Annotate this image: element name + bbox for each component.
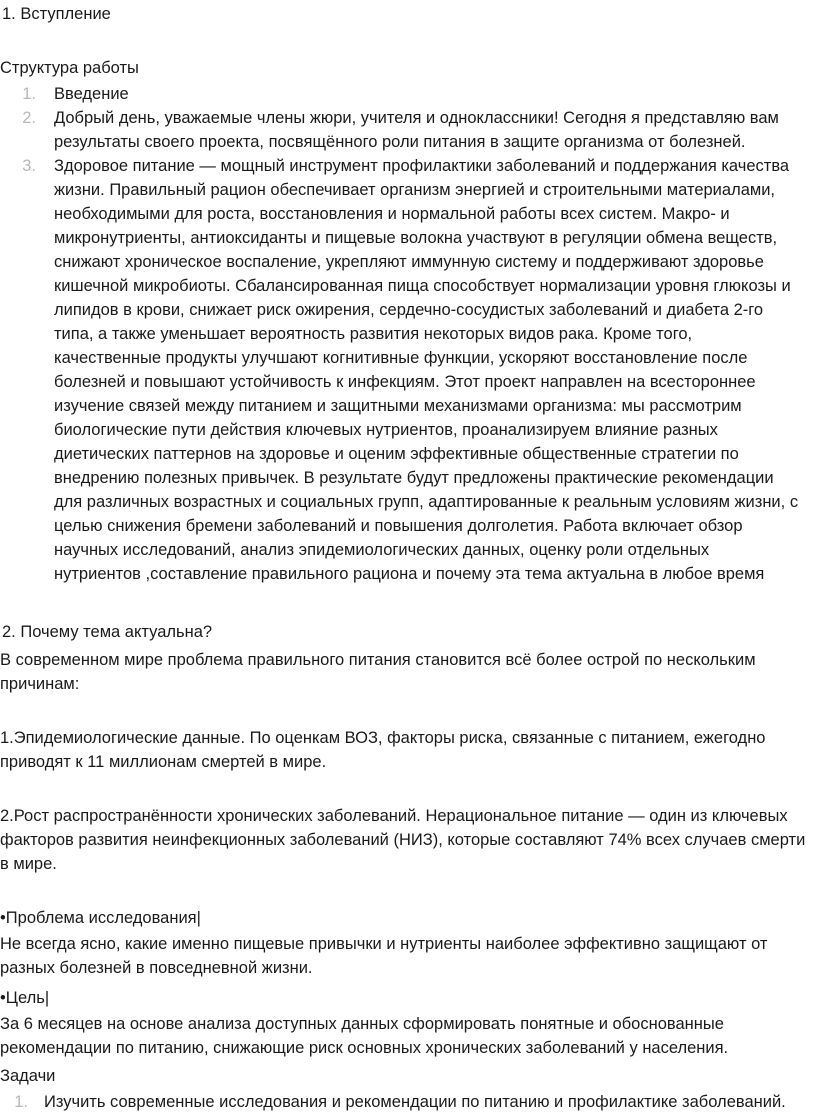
list-number: 1. [14, 1093, 28, 1111]
section2-intro: В современном мире проблема правильного питания становится всё более острой по нескольким причинам: [0, 651, 756, 693]
list-number: 3. [22, 157, 36, 175]
tasks-heading: Задачи [0, 1067, 56, 1085]
list-number: 2. [22, 109, 36, 127]
list-item-text: Введение [54, 85, 129, 103]
problem-text: Не всегда ясно, какие именно пищевые привычки и нутриенты наиболее эффективно защищают от разных болезней в повседневной жизни. [0, 935, 768, 977]
problem-heading: •Проблема исследования| [0, 909, 201, 927]
goal-heading: •Цель| [0, 989, 50, 1007]
goal-text: За 6 месяцев на основе анализа доступных данных сформировать понятные и обоснованные рекомендации по питанию, снижающие риск основных хронических заболеваний у населения. [0, 1015, 729, 1057]
reason-2: 2.Рост распространённости хронических заболеваний. Нерациональное питание — один из ключевых факторов развития неинфекционных заболеваний (НИЗ), которые составляют 74% всех случаев смерти в мире. [0, 807, 806, 873]
structure-heading: Структура работы [0, 59, 139, 77]
list-item-text: Добрый день, уважаемые члены жюри, учителя и одноклассники! Сегодня я представляю вам результаты своего проекта, посвящённого роли питания в защите организма от болезней. [54, 109, 779, 151]
reason-1: 1.Эпидемиологические данные. По оценкам ВОЗ, факторы риска, связанные с питанием, ежегодно приводят к 11 миллионам смертей в мире. [0, 729, 766, 771]
section2-heading: 2. Почему тема актуальна? [2, 623, 213, 641]
list-number: 1. [22, 85, 36, 103]
intro-heading: 1. Вступление [2, 5, 111, 23]
list-item-text: Изучить современные исследования и рекомендации по питанию и профилактике заболеваний. [44, 1093, 786, 1111]
list-item-text: Здоровое питание — мощный инструмент профилактики заболеваний и поддержания качества жизни. Правильный рацион обеспечивает организм энергией и строительными материалами, необходимыми для роста, восстановления и нормальной работы всех систем. Макро- и микронутриенты, антиоксиданты и пищевые волокна участвуют в регуляции обмена веществ, снижают хроническое воспаление, укрепляют иммунную систему и поддерживают здоровье кишечной микробиоты. Сбалансированная пища способствует нормализации уровня глюкозы и липидов в крови, снижает риск ожирения, сердечно-сосудистых заболеваний и диабета 2-го типа, а также уменьшает вероятность развития некоторых видов рака. Кроме того, качественные продукты улучшают когнитивные функции, ускоряют восстановление после болезней и повышают устойчивость к инфекциям. Этот проект направлен на всестороннее изучение связей между питанием и защитными механизмами организма: мы рассмотрим биологические пути действия ключевых нутриентов, проанализируем влияние разных диетических паттернов на здоровье и оценим эффективные общественные стратегии по внедрению полезных привычек. В результате будут предложены практические рекомендации для различных возрастных и социальных групп, адаптированные к реальным условиям жизни, с целью снижения бремени заболеваний и повышения долголетия. Работа включает обзор научных исследований, анализ эпидемиологических данных, оценку роли отдельных нутриентов ,составление правильного рациона и почему эта тема актуальна в любое время [54, 157, 799, 583]
